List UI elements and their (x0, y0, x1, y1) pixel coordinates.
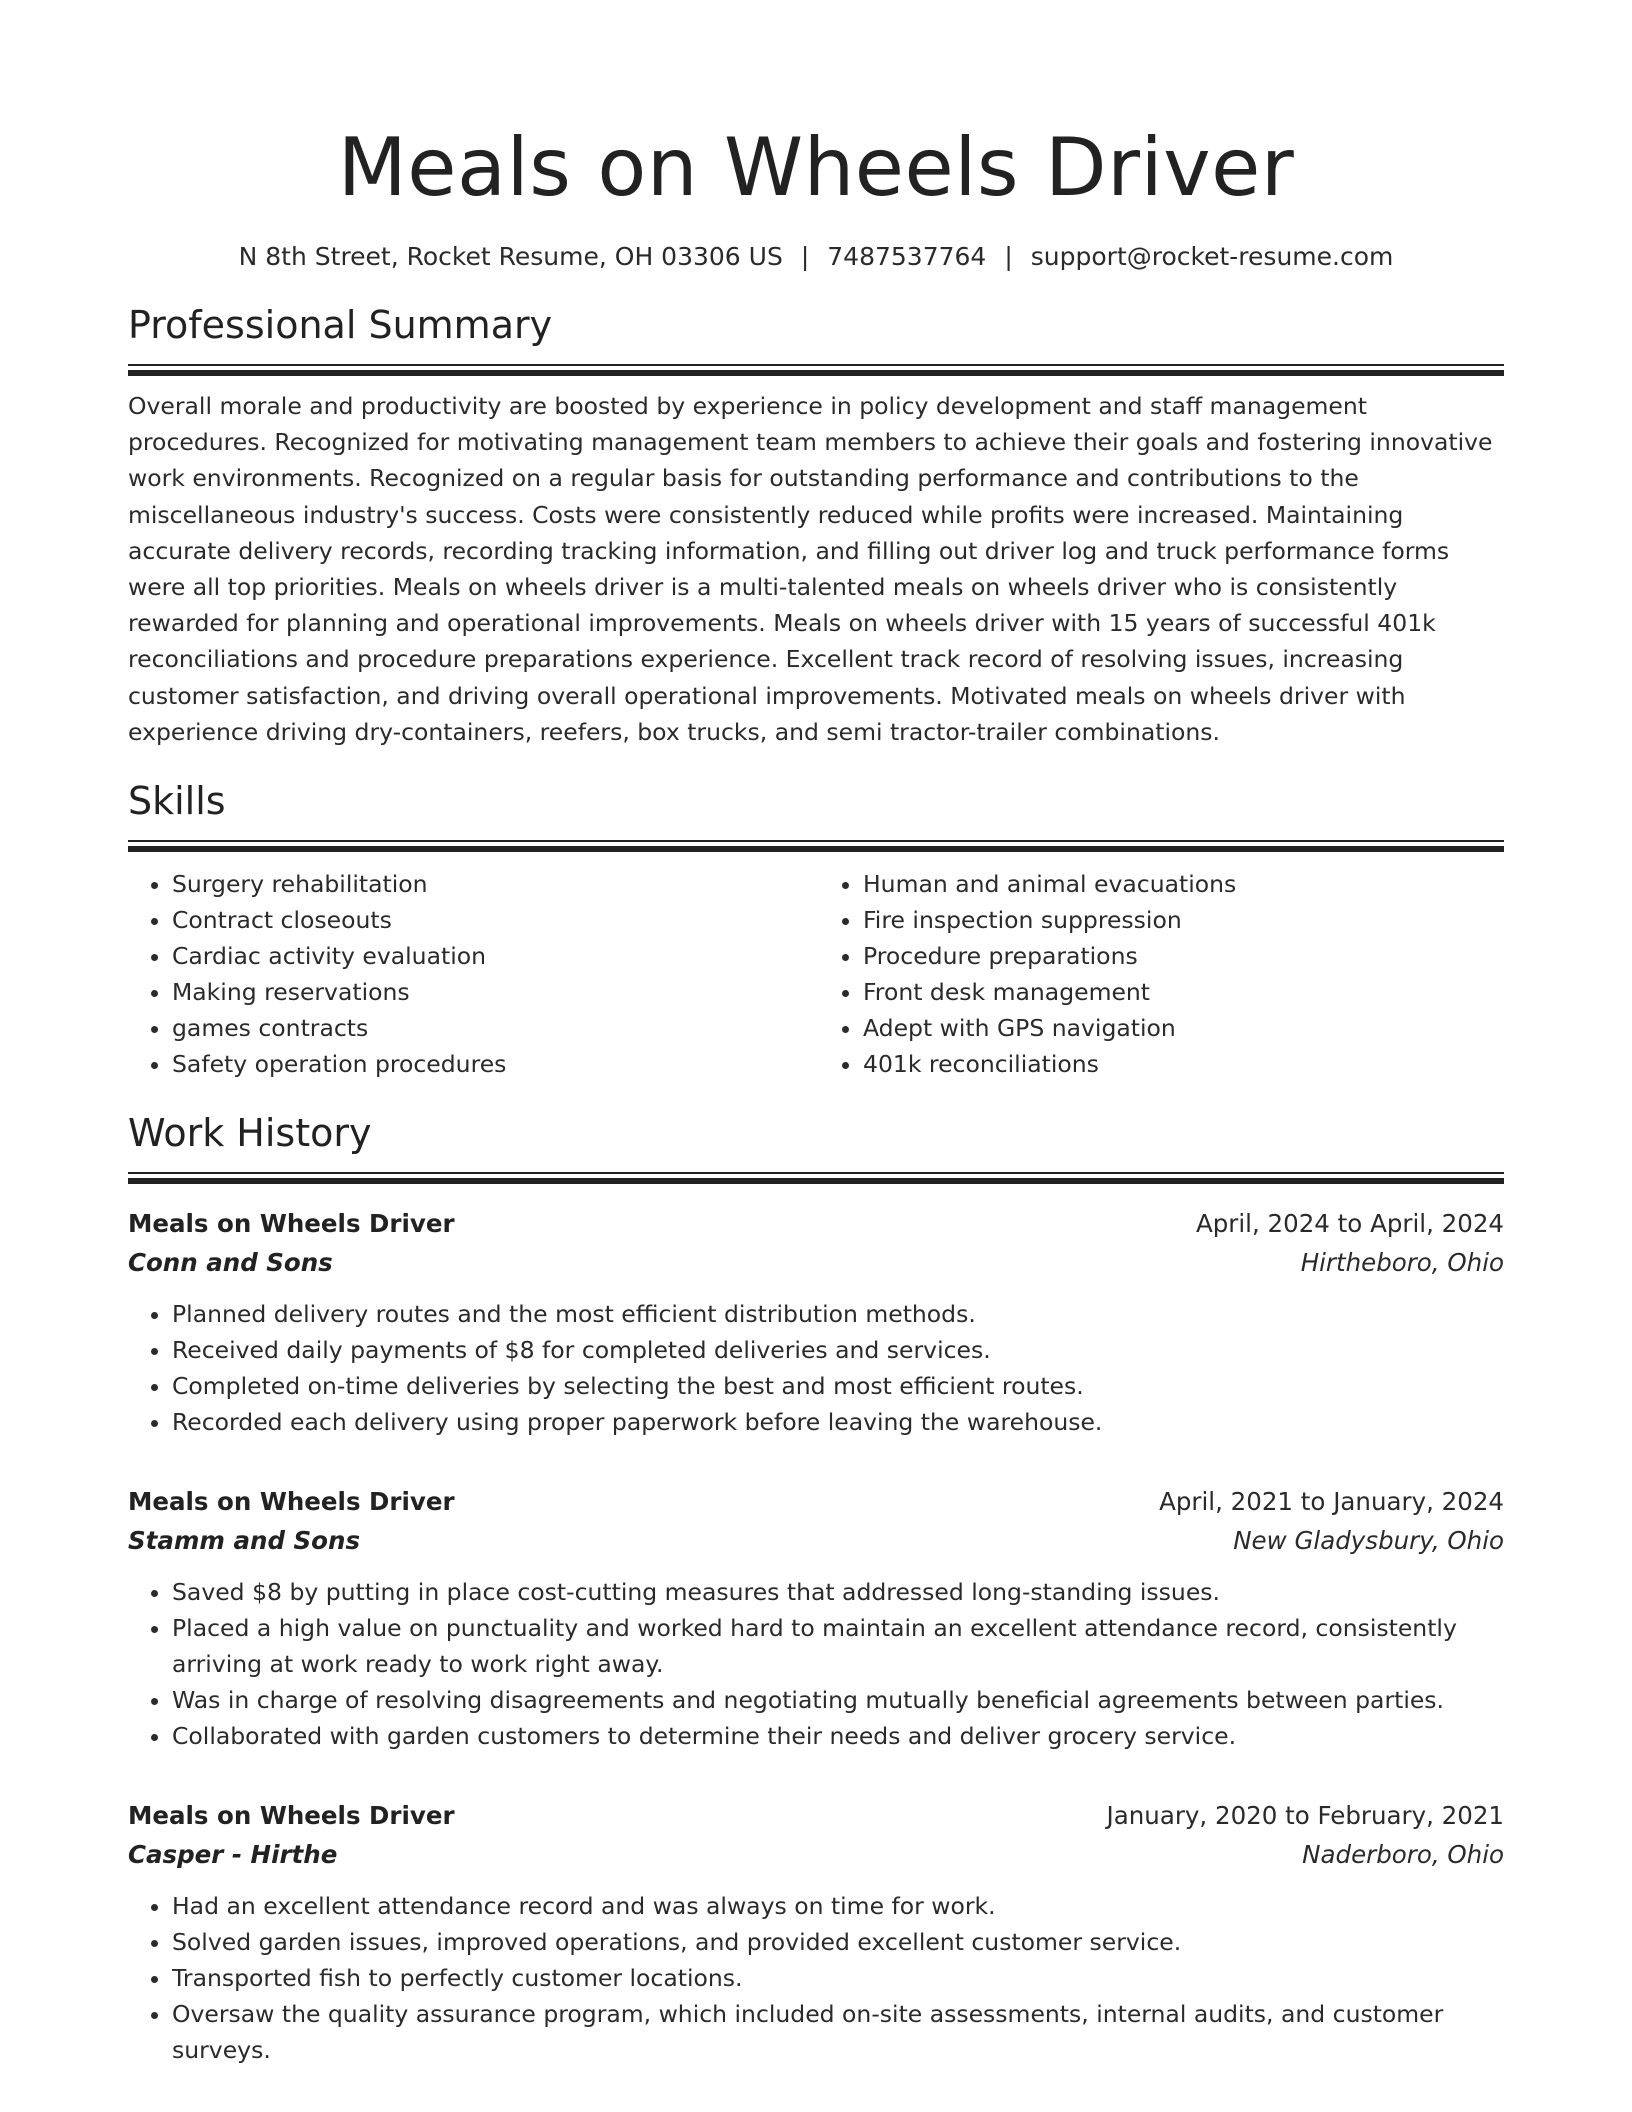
job-dates: April, 2021 to January, 2024 (1159, 1487, 1504, 1517)
skill-item: • Fire inspection suppression (863, 902, 1504, 938)
section-divider (128, 1172, 1504, 1184)
skill-item: • Front desk management (863, 974, 1504, 1010)
job-header (128, 1204, 1504, 1243)
job-bullets (128, 1888, 1504, 2068)
job-bullet: • Placed a high value on punctuality and worked hard to maintain an excellent attendance record, consistently arriving at work ready to work right away. (172, 1610, 1504, 1682)
skill-item: • Safety operation procedures (172, 1046, 813, 1082)
job-bullet: • Planned delivery routes and the most efficient distribution methods. (172, 1296, 1504, 1332)
job-subheader (128, 1835, 1504, 1874)
job-header (128, 1796, 1504, 1835)
job-title: Meals on Wheels Driver (128, 1801, 455, 1831)
job-bullet: • Transported fish to perfectly customer locations. (172, 1960, 1504, 1996)
job-bullets (128, 1574, 1504, 1754)
job-bullet: • Collaborated with garden customers to determine their needs and deliver grocery service. (172, 1718, 1504, 1754)
skills-list-left (128, 866, 813, 1082)
job-bullet: • Recorded each delivery using proper paperwork before leaving the warehouse. (172, 1404, 1504, 1440)
summary-text: Overall morale and productivity are boosted by experience in policy development and staff management procedures. Recognized for motivating management team members to achieve their goals and fostering innovative work environments. Recognized on a regular basis for outstanding performance and contributions to the miscellaneous industry's success. Costs were consistently reduced while profits were increased. Maintaining accurate delivery records, recording tracking information, and filling out driver log and truck performance forms were all top priorities. Meals on wheels driver is a multi-talented meals on wheels driver who is consistently rewarded for planning and operational improvements. Meals on wheels driver with 15 years of successful 401k reconciliations and procedure preparations experience. Excellent track record of resolving issues, increasing customer satisfaction, and driving overall operational improvements. Motivated meals on wheels driver with experience driving dry-containers, reefers, box trucks, and semi tractor-trailer combinations. (128, 392, 1493, 746)
skill-item: • Surgery rehabilitation (172, 866, 813, 902)
job-entry (128, 1204, 1504, 1440)
job-bullet: • Solved garden issues, improved operations, and provided excellent customer service. (172, 1924, 1504, 1960)
skill-item: • Making reservations (172, 974, 813, 1010)
job-entry (128, 1796, 1504, 2068)
job-company: Stamm and Sons (128, 1526, 361, 1556)
skills-list-right (813, 866, 1504, 1082)
contact-address: N 8th Street, Rocket Resume, OH 03306 US (238, 242, 783, 271)
job-title: Meals on Wheels Driver (128, 1209, 455, 1239)
skills-section (128, 776, 1504, 1082)
job-company: Conn and Sons (128, 1248, 333, 1278)
skill-item: • Adept with GPS navigation (863, 1010, 1504, 1046)
summary-section (128, 300, 1504, 750)
job-bullet: • Had an excellent attendance record and was always on time for work. (172, 1888, 1504, 1924)
skill-item: • games contracts (172, 1010, 813, 1046)
section-divider (128, 840, 1504, 852)
job-bullets (128, 1296, 1504, 1440)
skills-heading: Skills (128, 779, 226, 824)
work-section (128, 1108, 1504, 2068)
contact-phone: 7487537764 (827, 242, 987, 271)
contact-separator: | (1004, 242, 1013, 271)
work-heading: Work History (128, 1111, 372, 1156)
job-header (128, 1482, 1504, 1521)
job-dates: April, 2024 to April, 2024 (1195, 1209, 1504, 1239)
job-dates: January, 2020 to February, 2021 (1106, 1801, 1504, 1831)
job-bullet: • Oversaw the quality assurance program, which included on-site assessments, internal audits, and customer surveys. (172, 1996, 1504, 2068)
job-bullet: • Saved $8 by putting in place cost-cutting measures that addressed long-standing issues. (172, 1574, 1504, 1610)
resume-name: Meals on Wheels Driver (337, 121, 1295, 214)
skill-item: • 401k reconciliations (863, 1046, 1504, 1082)
job-bullet: • Was in charge of resolving disagreements and negotiating mutually beneficial agreements between parties. (172, 1682, 1504, 1718)
contact-line (128, 240, 1504, 274)
contact-email[interactable]: support@rocket-resume.com (1030, 242, 1394, 271)
contact-separator: | (800, 242, 810, 271)
resume-page (128, 0, 1504, 2068)
job-title: Meals on Wheels Driver (128, 1487, 455, 1517)
job-location: Hirtheboro, Ohio (1300, 1248, 1504, 1278)
job-subheader (128, 1243, 1504, 1282)
skill-item: • Procedure preparations (863, 938, 1504, 974)
skill-item: • Cardiac activity evaluation (172, 938, 813, 974)
section-divider (128, 364, 1504, 376)
job-bullet: • Received daily payments of $8 for completed deliveries and services. (172, 1332, 1504, 1368)
skills-columns (128, 866, 1504, 1082)
job-subheader (128, 1521, 1504, 1560)
skill-item: • Human and animal evacuations (863, 866, 1504, 902)
job-bullet: • Completed on-time deliveries by selecting the best and most efficient routes. (172, 1368, 1504, 1404)
job-location: New Gladysbury, Ohio (1233, 1526, 1504, 1556)
job-company: Casper - Hirthe (128, 1840, 338, 1870)
skill-item: • Contract closeouts (172, 902, 813, 938)
summary-heading: Professional Summary (128, 303, 553, 347)
job-entry (128, 1482, 1504, 1754)
job-location: Naderboro, Ohio (1302, 1840, 1504, 1870)
